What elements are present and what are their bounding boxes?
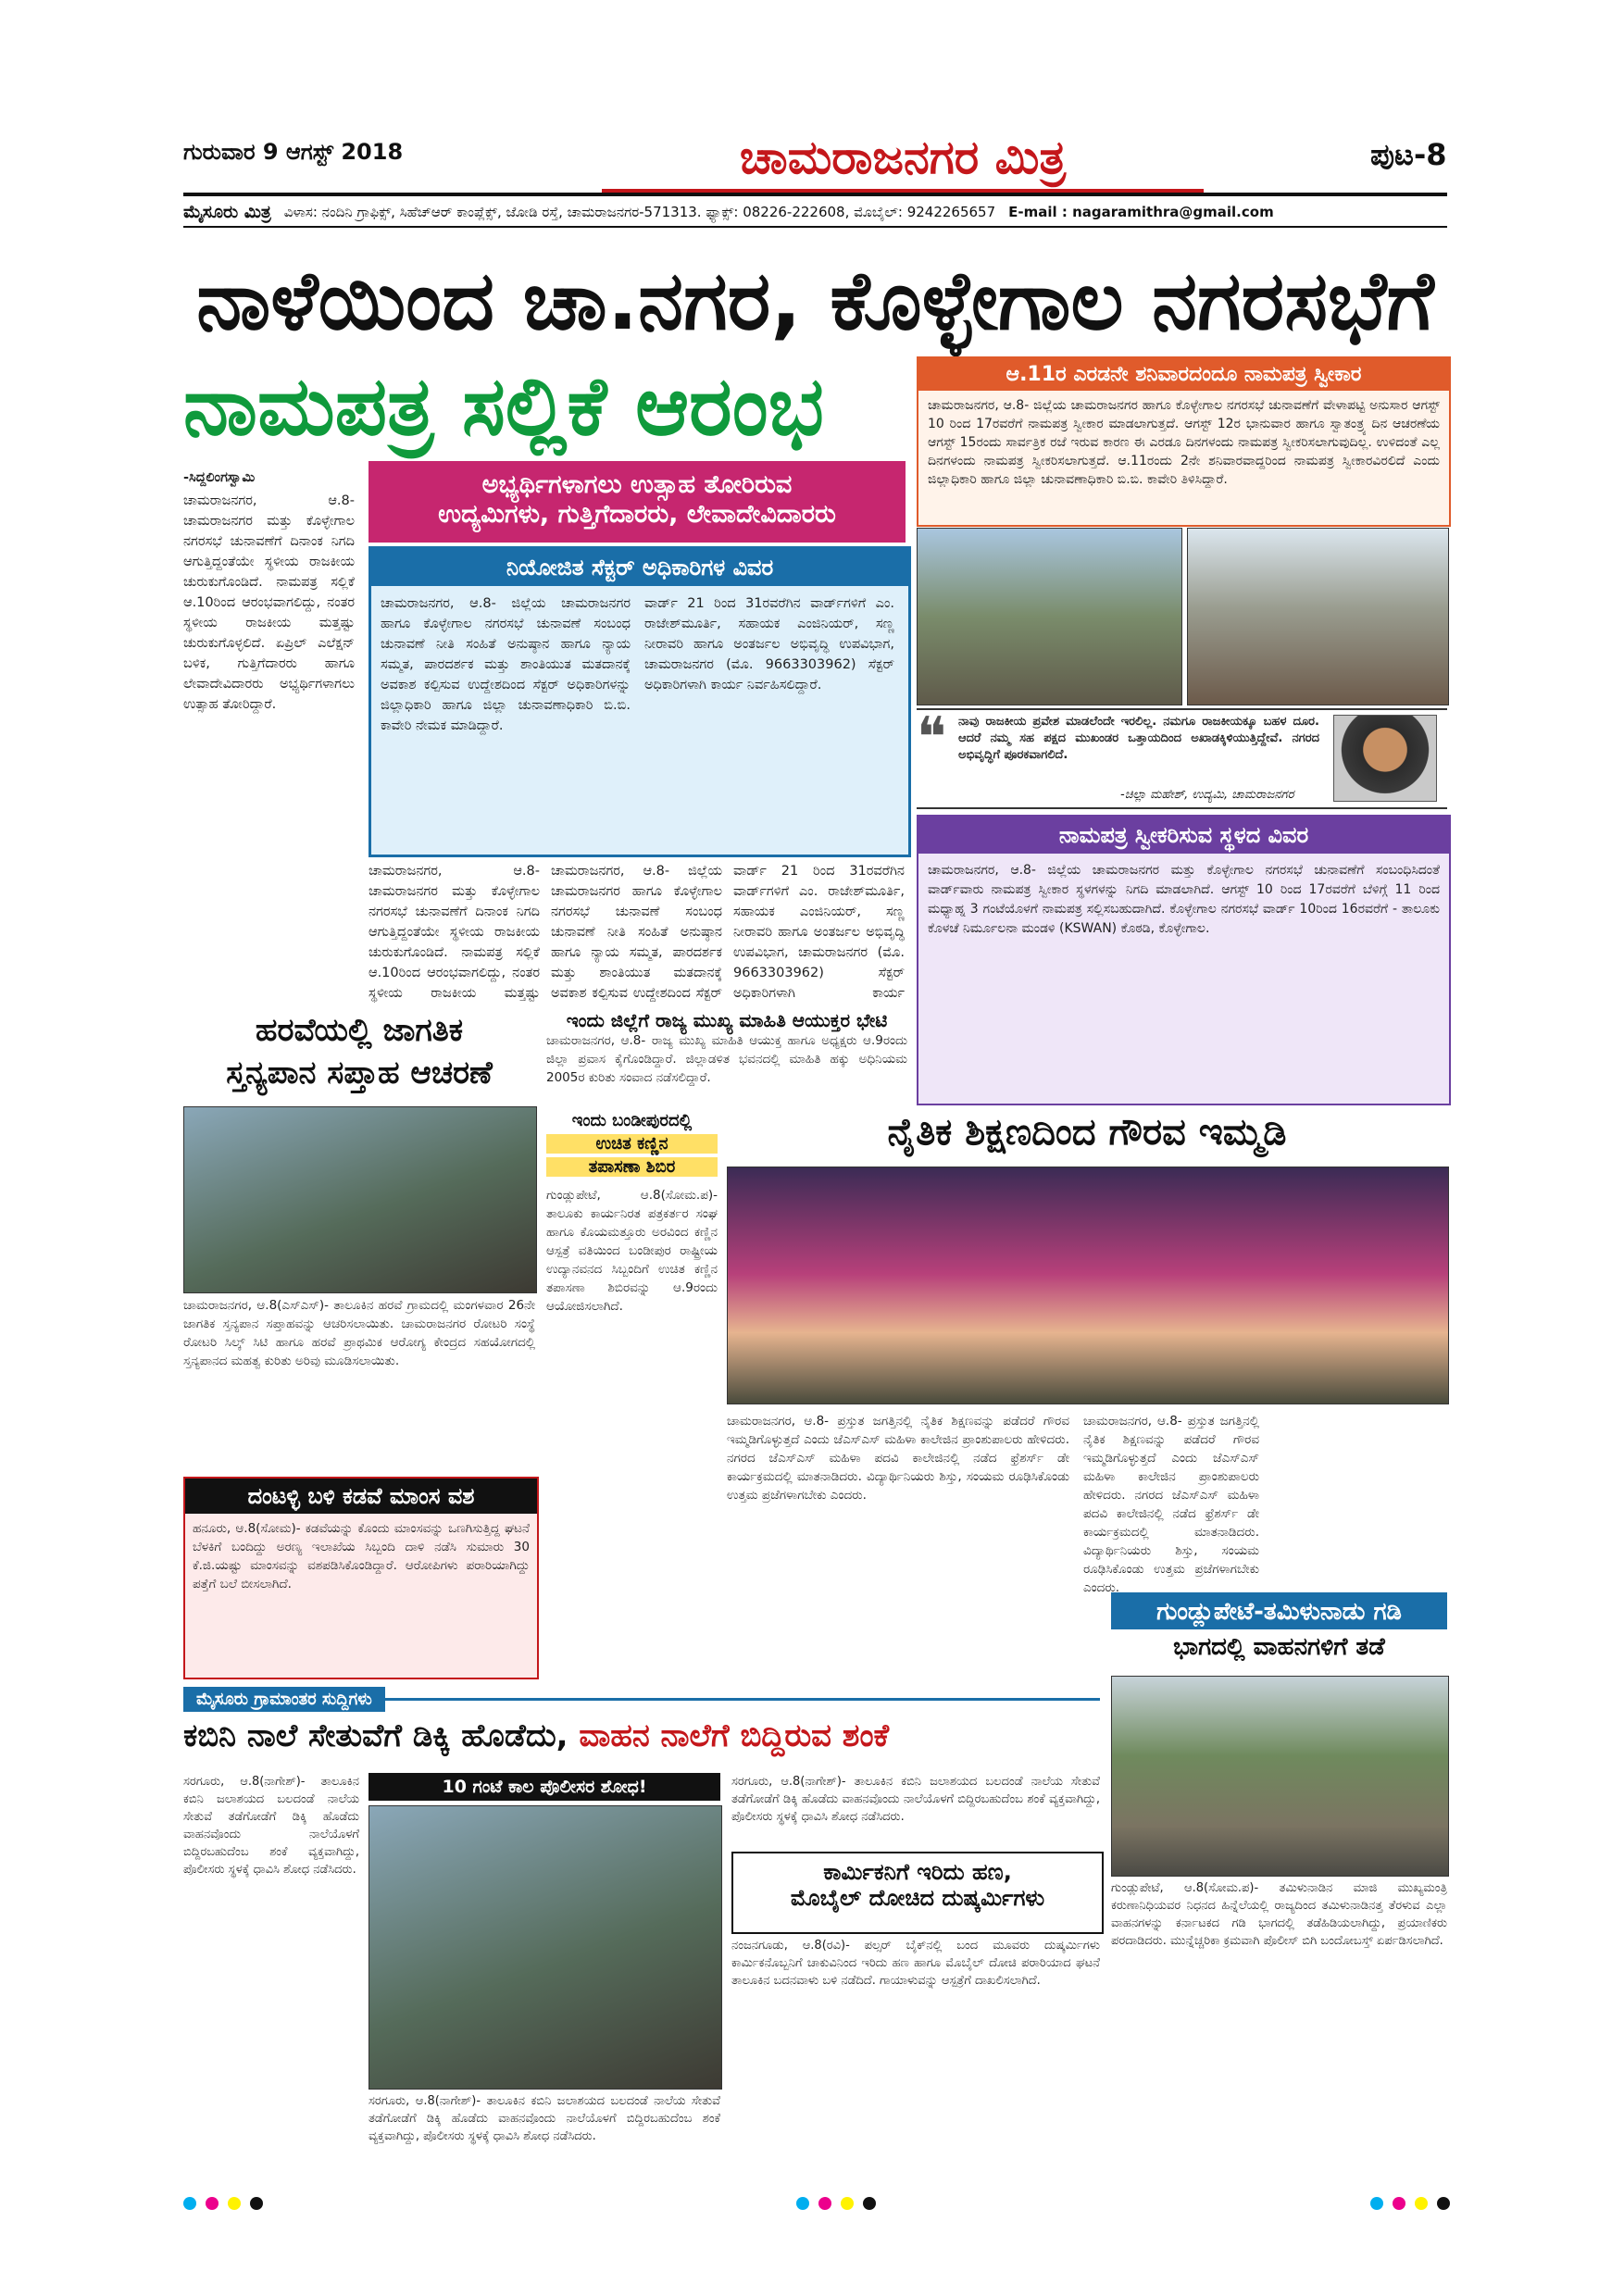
eye-camp-body: ಗುಂಡ್ಲುಪೇಟೆ, ಆ.8(ಸೋಮ.ಪ)- ತಾಲೂಕು ಕಾರ್ಯನಿರತ ಪತ್ರಕರ್ತರ ಸಂಘ ಹಾಗೂ ಕೊಯಮತ್ತೂರು ಅರವಿಂದ ಕಣ್ಣಿನ ಆಸ್ಪತ್ರೆ ವತಿಯಿಂದ ಬಂಡೀಪುರ ರಾಷ್ಟ್ರೀಯ ಉದ್ಯಾನವನದ ಸಿಬ್ಬಂದಿಗೆ ಉಚಿತ ಕಣ್ಣಿನ ತಪಾಸಣಾ ಶಿಬಿರವನ್ನು ಆ.9ರಂದು ಆಯೋಜಿಸಲಾಗಿದೆ. [546,1188,718,1314]
eye-camp-title-2: ಉಚಿತ ಕಣ್ಣಿನ [546,1134,718,1154]
breastfeeding-headline [183,1009,535,1094]
lead-body: ಚಾಮರಾಜನಗರ, ಆ.8- ಚಾಮರಾಜನಗರ ಮತ್ತು ಕೊಳ್ಳೇಗಾಲ ನಗರಸಭೆ ಚುನಾವಣೆಗೆ ದಿನಾಂಕ ನಿಗದಿ ಆಗುತ್ತಿದ್ದಂತೆಯೇ ಸ್ಥಳೀಯ ರಾಜಕೀಯ ಚುರುಕುಗೊಂಡಿದೆ. ನಾಮಪತ್ರ ಸಲ್ಲಿಕೆ ಆ.10ರಿಂದ ಆರಂಭವಾಗಲಿದ್ದು, ನಂತರ ಸ್ಥಳೀಯ ರಾಜಕೀಯ ಮತ್ತಷ್ಟು ಚುರುಕುಗೊಳ್ಳಲಿದೆ. ಏಪ್ರಿಲ್ ಎಲೆಕ್ಷನ್ ಬಳಿಕ, ಗುತ್ತಿಗೆದಾರರು ಹಾಗೂ ಲೇವಾದೇವಿದಾರರು ಅಭ್ಯರ್ಥಿಗಳಾಗಲು ಉತ್ಸಾಹ ತೋರಿದ್ದಾರೆ. [183,493,355,712]
ethics-body: ಚಾಮರಾಜನಗರ, ಆ.8- ಪ್ರಸ್ತುತ ಜಗತ್ತಿನಲ್ಲಿ ನೈತಿಕ ಶಿಕ್ಷಣವನ್ನು ಪಡೆದರೆ ಗೌರವ ಇಮ್ಮಡಿಗೊಳ್ಳುತ್ತದೆ ಎಂದು ಜೆಎಸ್‌ಎಸ್ ಮಹಿಳಾ ಕಾಲೇಜಿನ ಪ್ರಾಂಶುಪಾಲರು ಹೇಳಿದರು. ನಗರದ ಜೆಎಸ್‌ಎಸ್ ಮಹಿಳಾ ಪದವಿ ಕಾಲೇಜಿನಲ್ಲಿ ನಡೆದ ಫ್ರೆಶರ್ಸ್ ಡೇ ಕಾರ್ಯಕ್ರಮದಲ್ಲಿ ಮಾತನಾಡಿದರು. ವಿದ್ಯಾರ್ಥಿನಿಯರು ಶಿಸ್ತು, ಸಂಯಮ ರೂಢಿಸಿಕೊಂಡು ಉತ್ತಮ ಪ್ರಜೆಗಳಾಗಬೇಕು ಎಂದರು. [727,1414,1069,1503]
lead-headline: ನಾಳೆಯಿಂದ ಚಾ.ನಗರ, ಕೊಳ್ಳೇಗಾಲ ನಗರಸಭೆಗೆ [196,253,1434,348]
lead-body-cont-1: ಚಾಮರಾಜನಗರ, ಆ.8- ಚಾಮರಾಜನಗರ ಮತ್ತು ಕೊಳ್ಳೇಗಾಲ ನಗರಸಭೆ ಚುನಾವಣೆಗೆ ದಿನಾಂಕ ನಿಗದಿ ಆಗುತ್ತಿದ್ದಂತೆಯೇ ಸ್ಥಳೀಯ ರಾಜಕೀಯ ಚುರುಕುಗೊಂಡಿದೆ. ನಾಮಪತ್ರ ಸಲ್ಲಿಕೆ ಆ.10ರಿಂದ ಆರಂಭವಾಗಲಿದ್ದು, ನಂತರ ಸ್ಥಳೀಯ ರಾಜಕೀಯ ಮತ್ತಷ್ಟು [369,864,540,1001]
sector-body-1: ಚಾಮರಾಜನಗರ, ಆ.8- ಜಿಲ್ಲೆಯ ಚಾಮರಾಜನಗರ ಹಾಗೂ ಕೊಳ್ಳೇಗಾಲ ನಗರಸಭೆ ಚುನಾವಣೆ ಸಂಬಂಧ ಚುನಾವಣೆ ನೀತಿ ಸಂಹಿತೆ ಅನುಷ್ಠಾನ ಹಾಗೂ ನ್ಯಾಯ ಸಮ್ಮತ, ಪಾರದರ್ಶಕ ಮತ್ತು ಶಾಂತಿಯುತ ಮತದಾನಕ್ಕೆ ಅವಕಾಶ ಕಲ್ಪಿಸುವ ಉದ್ದೇಶದಿಂದ ಸೆಕ್ಟರ್ ಅಧಿಕಾರಿಗಳನ್ನು ಜಿಲ್ಲಾಧಿಕಾರಿ ಹಾಗೂ ಜಿಲ್ಲಾ ಚುನಾವಣಾಧಿಕಾರಿ ಬಿ.ಬಿ. ಕಾವೇರಿ ನೇಮಕ ಮಾಡಿದ್ದಾರೆ. [381,596,631,733]
rural-photo [369,1805,722,2090]
second-saturday-title: ಆ.11ರ ಎರಡನೇ ಶನಿವಾರದಂದೂ ನಾಮಪತ್ರ ಸ್ವೀಕಾರ [918,358,1449,391]
ethics-title: ನೈತಿಕ ಶಿಕ್ಷಣದಿಂದ ಗೌರವ ಇಮ್ಮಡಿ [887,1111,1287,1154]
building-photo-2 [1187,528,1449,705]
page-number: ಪುಟ-8 [1370,137,1447,172]
gundlupet-headline [1111,1592,1447,1666]
breastfeeding-title-2: ಸ್ತನ್ಯಪಾನ ಸಪ್ತಾಹ ಆಚರಣೆ [226,1054,493,1092]
eye-camp-title-1: ಇಂದು ಬಂಡೀಪುರದಲ್ಲಿ [571,1111,693,1130]
registration-marks-right [1370,2196,1459,2214]
second-saturday-body: ಚಾಮರಾಜನಗರ, ಆ.8- ಜಿಲ್ಲೆಯ ಚಾಮರಾಜನಗರ ಹಾಗೂ ಕೊಳ್ಳೇಗಾಲ ನಗರಸಭೆ ಚುನಾವಣೆಗೆ ವೇಳಾಪಟ್ಟಿ ಅನುಸಾರ ಆಗಸ್ಟ್ 10 ರಿಂದ 17ರವರೆಗೆ ನಾಮಪತ್ರ ಸ್ವೀಕಾರ ಮಾಡಲಾಗುತ್ತದೆ. ಆಗಸ್ಟ್ 12ರ ಭಾನುವಾರ ಹಾಗೂ ಸ್ವಾತಂತ್ರ್ಯ ದಿನ ಆಚರಣೆಯ ಆಗಸ್ಟ್ 15ರಂದು ಸಾರ್ವತ್ರಿಕ ರಜೆ ಇರುವ ಕಾರಣ ಈ ಎರಡೂ ದಿನಗಳಂದು ನಾಮಪತ್ರ ಸ್ವೀಕರಿಸಲಾಗುವುದಿಲ್ಲ. ಉಳಿದಂತೆ ಎಲ್ಲ ದಿನಗಳಂದು ನಾಮಪತ್ರ ಸ್ವೀಕರಿಸಲಾಗುತ್ತದೆ. ಆ.11ರಂದು 2ನೇ ಶನಿವಾರವಾದ್ದರಿಂದ ನಾಮಪತ್ರ ಸ್ವೀಕಾರವಿರಲಿದೆ ಎಂದು ಜಿಲ್ಲಾಧಿಕಾರಿ ಹಾಗೂ ಜಿಲ್ಲಾ ಚುನಾವಣಾಧಿಕಾರಿ ಬಿ.ಬಿ. ಕಾವೇರಿ ತಿಳಿಸಿದ್ದಾರೆ. [928,398,1440,487]
rural-headline-black: ಕಬಿನಿ ನಾಲೆ ಸೇತುವೆಗೆ ಡಿಕ್ಕಿ ಹೊಡೆದು, [183,1717,568,1754]
lead-subheadline: ನಾಮಪತ್ರ ಸಲ್ಲಿಕೆ ಆರಂಭ [183,358,824,454]
info-commissioner-body: ಚಾಮರಾಜನಗರ, ಆ.8- ರಾಜ್ಯ ಮುಖ್ಯ ಮಾಹಿತಿ ಆಯುಕ್ತ ಹಾಗೂ ಅಧ್ಯಕ್ಷರು ಆ.9ರಂದು ಜಿಲ್ಲಾ ಪ್ರವಾಸ ಕೈಗೊಂಡಿದ್ದಾರೆ. ಜಿಲ್ಲಾಡಳಿತ ಭವನದಲ್ಲಿ ಮಾಹಿತಿ ಹಕ್ಕು ಅಧಿನಿಯಮ 2005ರ ಕುರಿತು ಸಂವಾದ ನಡೆಸಲಿದ್ದಾರೆ. [546,1033,907,1085]
labour-headline [731,1852,1104,1934]
paper-name: ಮೈಸೂರು ಮಿತ್ರ [183,202,271,222]
meat-title: ದಂಟಳ್ಳಿ ಬಳಿ ಕಡವೆ ಮಾಂಸ ವಶ [185,1479,537,1514]
candidates-title-2: ಉದ್ಯಮಿಗಳು, ಗುತ್ತಿಗೆದಾರರು, ಲೇವಾದೇವಿದಾರರು [438,500,836,529]
sector-body-2: ವಾರ್ಡ್ 21 ರಿಂದ 31ರವರೆಗಿನ ವಾರ್ಡ್‌ಗಳಿಗೆ ಎಂ. ರಾಜೇಶ್‌ಮೂರ್ತಿ, ಸಹಾಯಕ ಎಂಜಿನಿಯರ್, ಸಣ್ಣ ನೀರಾವರಿ ಹಾಗೂ ಅಂತರ್ಜಲ ಅಭಿವೃದ್ಧಿ ಉಪವಿಭಾಗ, ಚಾಮರಾಜನಗರ (ಮೊ. 9663303962) ಸೆಕ್ಟರ್ ಅಧಿಕಾರಿಗಳಾಗಿ ಕಾರ್ಯ ನಿರ್ವಹಿಸಲಿದ್ದಾರೆ. [644,596,894,693]
sector-body-cont: ಚಾಮರಾಜನಗರ, ಆ.8- ಜಿಲ್ಲೆಯ ಚಾಮರಾಜನಗರ ಹಾಗೂ ಕೊಳ್ಳೇಗಾಲ ನಗರಸಭೆ ಚುನಾವಣೆ ಸಂಬಂಧ ಚುನಾವಣೆ ನೀತಿ ಸಂಹಿತೆ ಅನುಷ್ಠಾನ ಹಾಗೂ ನ್ಯಾಯ ಸಮ್ಮತ, ಪಾರದರ್ಶಕ ಮತ್ತು ಶಾಂತಿಯುತ ಮತದಾನಕ್ಕೆ ಅವಕಾಶ ಕಲ್ಪಿಸುವ ಉದ್ದೇಶದಿಂದ ಸೆಕ್ಟರ್ [551,864,722,1001]
ethics-body-cont: ಚಾಮರಾಜನಗರ, ಆ.8- ಪ್ರಸ್ತುತ ಜಗತ್ತಿನಲ್ಲಿ ನೈತಿಕ ಶಿಕ್ಷಣವನ್ನು ಪಡೆದರೆ ಗೌರವ ಇಮ್ಮಡಿಗೊಳ್ಳುತ್ತದೆ ಎಂದು ಜೆಎಸ್‌ಎಸ್ ಮಹಿಳಾ ಕಾಲೇಜಿನ ಪ್ರಾಂಶುಪಾಲರು ಹೇಳಿದರು. ನಗರದ ಜೆಎಸ್‌ಎಸ್ ಮಹಿಳಾ ಪದವಿ ಕಾಲೇಜಿನಲ್ಲಿ ನಡೆದ ಫ್ರೆಶರ್ಸ್ ಡೇ ಕಾರ್ಯಕ್ರಮದಲ್ಲಿ ಮಾತನಾಡಿದರು. ವಿದ್ಯಾರ್ಥಿನಿಯರು ಶಿಸ್ತು, ಸಂಯಮ ರೂಢಿಸಿಕೊಂಡು ಉತ್ತಮ ಪ್ರಜೆಗಳಾಗಬೇಕು ಎಂದರು. [1083,1414,1259,1595]
issue-date: ಗುರುವಾರ 9 ಆಗಸ್ಟ್ 2018 [183,139,404,165]
venue-body: ಚಾಮರಾಜನಗರ, ಆ.8- ಜಿಲ್ಲೆಯ ಚಾಮರಾಜನಗರ ಮತ್ತು ಕೊಳ್ಳೇಗಾಲ ನಗರಸಭೆ ಚುನಾವಣೆಗೆ ಸಂಬಂಧಿಸಿದಂತೆ ವಾರ್ಡ್‌ವಾರು ನಾಮಪತ್ರ ಸ್ವೀಕಾರ ಸ್ಥಳಗಳನ್ನು ನಿಗದಿ ಮಾಡಲಾಗಿದೆ. ಆಗಸ್ಟ್ 10 ರಿಂದ 17ರವರೆಗೆ ಬೆಳಿಗ್ಗೆ 11 ರಿಂದ ಮಧ್ಯಾಹ್ನ 3 ಗಂಟೆಯೊಳಗೆ ನಾಮಪತ್ರ ಸಲ್ಲಿಸಬಹುದಾಗಿದೆ. ಕೊಳ್ಳೇಗಾಲ ನಗರಸಭೆ ವಾರ್ಡ್ 10ರಿಂದ 16ರವರೆಗೆ - ತಾಲೂಕು ಕೊಳಚೆ ನಿರ್ಮೂಲನಾ ಮಂಡಳಿ (KSWAN) ಕೊಠಡಿ, ಕೊಳ್ಳೇಗಾಲ. [928,863,1440,936]
rural-body-cont: ಸರಗೂರು, ಆ.8(ನಾಗೇಶ್)- ತಾಲೂಕಿನ ಕಬಿನಿ ಜಲಾಶಯದ ಬಲದಂಡೆ ನಾಲೆಯ ಸೇತುವೆ ತಡೆಗೋಡೆಗೆ ಡಿಕ್ಕಿ ಹೊಡೆದು ವಾಹನವೊಂದು ನಾಲೆಯೊಳಗೆ ಬಿದ್ದಿರಬಹುದೆಂಬ ಶಂಕೆ ವ್ಯಕ್ತವಾಗಿದ್ದು, ಪೊಲೀಸರು ಸ್ಥಳಕ್ಕೆ ಧಾವಿಸಿ ಶೋಧ ನಡೆಸಿದರು. [369,2094,720,2143]
gundlupet-title-2: ಭಾಗದಲ್ಲಿ ವಾಹನಗಳಿಗೆ ತಡೆ [1173,1633,1385,1661]
rural-body-cont-2: ಸರಗೂರು, ಆ.8(ನಾಗೇಶ್)- ತಾಲೂಕಿನ ಕಬಿನಿ ಜಲಾಶಯದ ಬಲದಂಡೆ ನಾಲೆಯ ಸೇತುವೆ ತಡೆಗೋಡೆಗೆ ಡಿಕ್ಕಿ ಹೊಡೆದು ವಾಹನವೊಂದು ನಾಲೆಯೊಳಗೆ ಬಿದ್ದಿರಬಹುದೆಂಬ ಶಂಕೆ ವ್ಯಕ್ತವಾಗಿದ್ದು, ಪೊಲೀಸರು ಸ್ಥಳಕ್ಕೆ ಧಾವಿಸಿ ಶೋಧ ನಡೆಸಿದರು. [731,1775,1100,1824]
meat-body: ಹನೂರು, ಆ.8(ಸೋಮ)- ಕಡವೆಯನ್ನು ಕೊಂದು ಮಾಂಸವನ್ನು ಒಣಗಿಸುತ್ತಿದ್ದ ಘಟನೆ ಬೆಳಕಿಗೆ ಬಂದಿದ್ದು ಅರಣ್ಯ ಇಲಾಖೆಯ ಸಿಬ್ಬಂದಿ ದಾಳಿ ನಡೆಸಿ ಸುಮಾರು 30 ಕೆ.ಜಿ.ಯಷ್ಟು ಮಾಂಸವನ್ನು ವಶಪಡಿಸಿಕೊಂಡಿದ್ದಾರೆ. ಆರೋಪಿಗಳು ಪರಾರಿಯಾಗಿದ್ದು ಪತ್ತೆಗೆ ಬಲೆ ಬೀಸಲಾಗಿದೆ. [193,1521,530,1591]
paper-address: ವಿಳಾಸ: ನಂದಿನಿ ಗ್ರಾಫಿಕ್ಸ್, ಸಿಹೆಚ್ಆರ್ ಕಾಂಪ್ಲೆಕ್ಸ್, ಜೋಡಿ ರಸ್ತೆ, ಚಾಮರಾಜನಗರ-571313. ಫ್ಯಾಕ್ಸ್: 08226-222608, ಮೊಬೈಲ್: 9242265657 [283,204,996,220]
quote-author: -ಚಿಲ್ಲಾ ಮಹೇಶ್, ಉದ್ಯಮಿ, ಚಾಮರಾಜನಗರ [1120,788,1294,802]
venue-box [917,815,1451,1105]
labour-title-2: ಮೊಬೈಲ್ ದೋಚಿದ ದುಷ್ಕರ್ಮಿಗಳು [790,1885,1045,1911]
labour-body: ನಂಜನಗೂಡು, ಆ.8(ರವಿ)- ಪಲ್ಸರ್ ಬೈಕ್‌ನಲ್ಲಿ ಬಂದ ಮೂವರು ದುಷ್ಕರ್ಮಿಗಳು ಕಾರ್ಮಿಕನೊಬ್ಬನಿಗೆ ಚಾಕುವಿನಿಂದ ಇರಿದು ಹಣ ಹಾಗೂ ಮೊಬೈಲ್ ದೋಚಿ ಪರಾರಿಯಾದ ಘಟನೆ ತಾಲೂಕಿನ ಬದನವಾಳು ಬಳಿ ನಡೆದಿದೆ. ಗಾಯಾಳುವನ್ನು ಆಸ್ಪತ್ರೆಗೆ ದಾಖಲಿಸಲಾಗಿದೆ. [731,1939,1100,1988]
breastfeeding-photo [183,1106,537,1293]
second-saturday-box [917,356,1451,527]
rural-headline [183,1717,1100,1754]
ethics-photo [727,1167,1449,1404]
paper-email: E-mail : nagaramithra@gmail.com [1008,204,1274,220]
sector-body-cont-2: ವಾರ್ಡ್ 21 ರಿಂದ 31ರವರೆಗಿನ ವಾರ್ಡ್‌ಗಳಿಗೆ ಎಂ. ರಾಜೇಶ್‌ಮೂರ್ತಿ, ಸಹಾಯಕ ಎಂಜಿನಿಯರ್, ಸಣ್ಣ ನೀರಾವರಿ ಹಾಗೂ ಅಂತರ್ಜಲ ಅಭಿವೃದ್ಧಿ ಉಪವಿಭಾಗ, ಚಾಮರಾಜನಗರ (ಮೊ. 9663303962) ಸೆಕ್ಟರ್ ಅಧಿಕಾರಿಗಳಾಗಿ ಕಾರ್ಯ [733,864,905,1001]
meat-box [183,1477,539,1679]
registration-marks-left [183,2196,272,2214]
info-commissioner [546,1009,907,1092]
breastfeeding-body: ಚಾಮರಾಜನಗರ, ಆ.8(ಎಸ್‌ಎಸ್)- ತಾಲೂಕಿನ ಹರವೆ ಗ್ರಾಮದಲ್ಲಿ ಮಂಗಳವಾರ 26ನೇ ಜಾಗತಿಕ ಸ್ತನ್ಯಪಾನ ಸಪ್ತಾಹವನ್ನು ಆಚರಿಸಲಾಯಿತು. ಚಾಮರಾಜನಗರ ರೋಟರಿ ಸಂಸ್ಥೆ ರೋಟರಿ ಸಿಲ್ಕ್ ಸಿಟಿ ಹಾಗೂ ಹರವೆ ಪ್ರಾಥಮಿಕ ಆರೋಗ್ಯ ಕೇಂದ್ರದ ಸಹಯೋಗದಲ್ಲಿ ಸ್ತನ್ಯಪಾನದ ಮಹತ್ವ ಕುರಿತು ಅರಿವು ಮೂಡಿಸಲಾಯಿತು. [183,1298,535,1368]
subheader [183,202,1447,222]
eye-camp-title-3: ತಪಾಸಣಾ ಶಿಬಿರ [546,1157,718,1177]
quote-text: ನಾವು ರಾಜಕೀಯ ಪ್ರವೇಶ ಮಾಡಲೆಂದೇ ಇರಲಿಲ್ಲ. ನಮಗೂ ರಾಜಕೀಯಕ್ಕೂ ಬಹಳ ದೂರ. ಆದರೆ ನಮ್ಮ ಸಹ ಪಕ್ಷದ ಮುಖಂಡರ ಒತ್ತಾಯದಿಂದ ಅಖಾಡಕ್ಕಿಳಿಯುತ್ತಿದ್ದೇವೆ. ನಗರದ ಅಭಿವೃದ್ಧಿಗೆ ಪೂರಕವಾಗಲಿದೆ. [958,715,1319,762]
venue-title: ನಾಮಪತ್ರ ಸ್ವೀಕರಿಸುವ ಸ್ಥಳದ ವಿವರ [918,817,1449,854]
sector-box [369,546,911,857]
lead-byline: -ಸಿದ್ದಲಿಂಗಸ್ವಾಮಿ [183,470,256,485]
subheader-rule [183,226,1447,228]
quote-box [917,705,1447,809]
building-photo-1 [917,528,1182,705]
gundlupet-body: ಗುಂಡ್ಲುಪೇಟೆ, ಆ.8(ಸೋಮ.ಪ)- ತಮಿಳುನಾಡಿನ ಮಾಜಿ ಮುಖ್ಯಮಂತ್ರಿ ಕರುಣಾನಿಧಿಯವರ ನಿಧನದ ಹಿನ್ನೆಲೆಯಲ್ಲಿ ರಾಜ್ಯದಿಂದ ತಮಿಳುನಾಡಿನತ್ತ ತೆರಳುವ ಎಲ್ಲಾ ವಾಹನಗಳನ್ನು ಕರ್ನಾಟಕದ ಗಡಿ ಭಾಗದಲ್ಲಿ ತಡೆಹಿಡಿಯಲಾಗಿದ್ದು, ಪ್ರಯಾಣಿಕರು ಪರದಾಡಿದರು. ಮುನ್ನೆಚ್ಚರಿಕಾ ಕ್ರಮವಾಗಿ ಪೊಲೀಸ್ ಬಿಗಿ ಬಂದೋಬಸ್ತ್ ಏರ್ಪಡಿಸಲಾಗಿದೆ. [1111,1881,1447,1948]
rural-headline-red: ವಾಹನ ನಾಲೆಗೆ ಬಿದ್ದಿರುವ ಶಂಕೆ [579,1717,890,1754]
author-photo [1333,715,1437,802]
breastfeeding-title-1: ಹರವೆಯಲ್ಲಿ ಜಾಗತಿಕ [255,1012,464,1049]
labour-title-1: ಕಾರ್ಮಿಕನಿಗೆ ಇರಿದು ಹಣ, [823,1859,1012,1885]
rural-rule [385,1698,1100,1701]
candidates-box [369,461,906,543]
masthead-title: ಚಾಮರಾಜನಗರ ಮಿತ್ರ [602,130,1204,193]
eye-camp [546,1111,718,1584]
rural-label: ಮೈಸೂರು ಗ್ರಾಮಾಂತರ ಸುದ್ದಿಗಳು [183,1687,385,1712]
sector-title: ನಿಯೋಜಿತ ಸೆಕ್ಟರ್ ಅಧಿಕಾರಿಗಳ ವಿವರ [371,549,908,586]
registration-marks-center [796,2196,885,2214]
gundlupet-title-1: ಗುಂಡ್ಲುಪೇಟೆ-ತಮಿಳುನಾಡು ಗಡಿ [1111,1595,1447,1629]
rural-label-bar [183,1685,1100,1713]
info-commissioner-title: ಇಂದು ಜಿಲ್ಲೆಗೆ ರಾಜ್ಯ ಮುಖ್ಯ ಮಾಹಿತಿ ಆಯುಕ್ತರ ಭೇಟಿ [566,1009,888,1031]
rural-body: ಸರಗೂರು, ಆ.8(ನಾಗೇಶ್)- ತಾಲೂಕಿನ ಕಬಿನಿ ಜಲಾಶಯದ ಬಲದಂಡೆ ನಾಲೆಯ ಸೇತುವೆ ತಡೆಗೋಡೆಗೆ ಡಿಕ್ಕಿ ಹೊಡೆದು ವಾಹನವೊಂದು ನಾಲೆಯೊಳಗೆ ಬಿದ್ದಿರಬಹುದೆಂಬ ಶಂಕೆ ವ್ಯಕ್ತವಾಗಿದ್ದು, ಪೊಲೀಸರು ಸ್ಥಳಕ್ಕೆ ಧಾವಿಸಿ ಶೋಧ ನಡೆಸಿದರು. [183,1775,359,1877]
gundlupet-photo [1111,1676,1449,1877]
candidates-title-1: ಅಭ್ಯರ್ಥಿಗಳಾಗಲು ಉತ್ಸಾಹ ತೋರಿರುವ [481,470,793,499]
header-rule [183,193,1447,196]
rural-search-title: 10 ಗಂಟೆ ಕಾಲ ಪೊಲೀಸರ ಶೋಧ! [369,1773,720,1801]
quote-mark-icon: ❝ [917,705,947,770]
